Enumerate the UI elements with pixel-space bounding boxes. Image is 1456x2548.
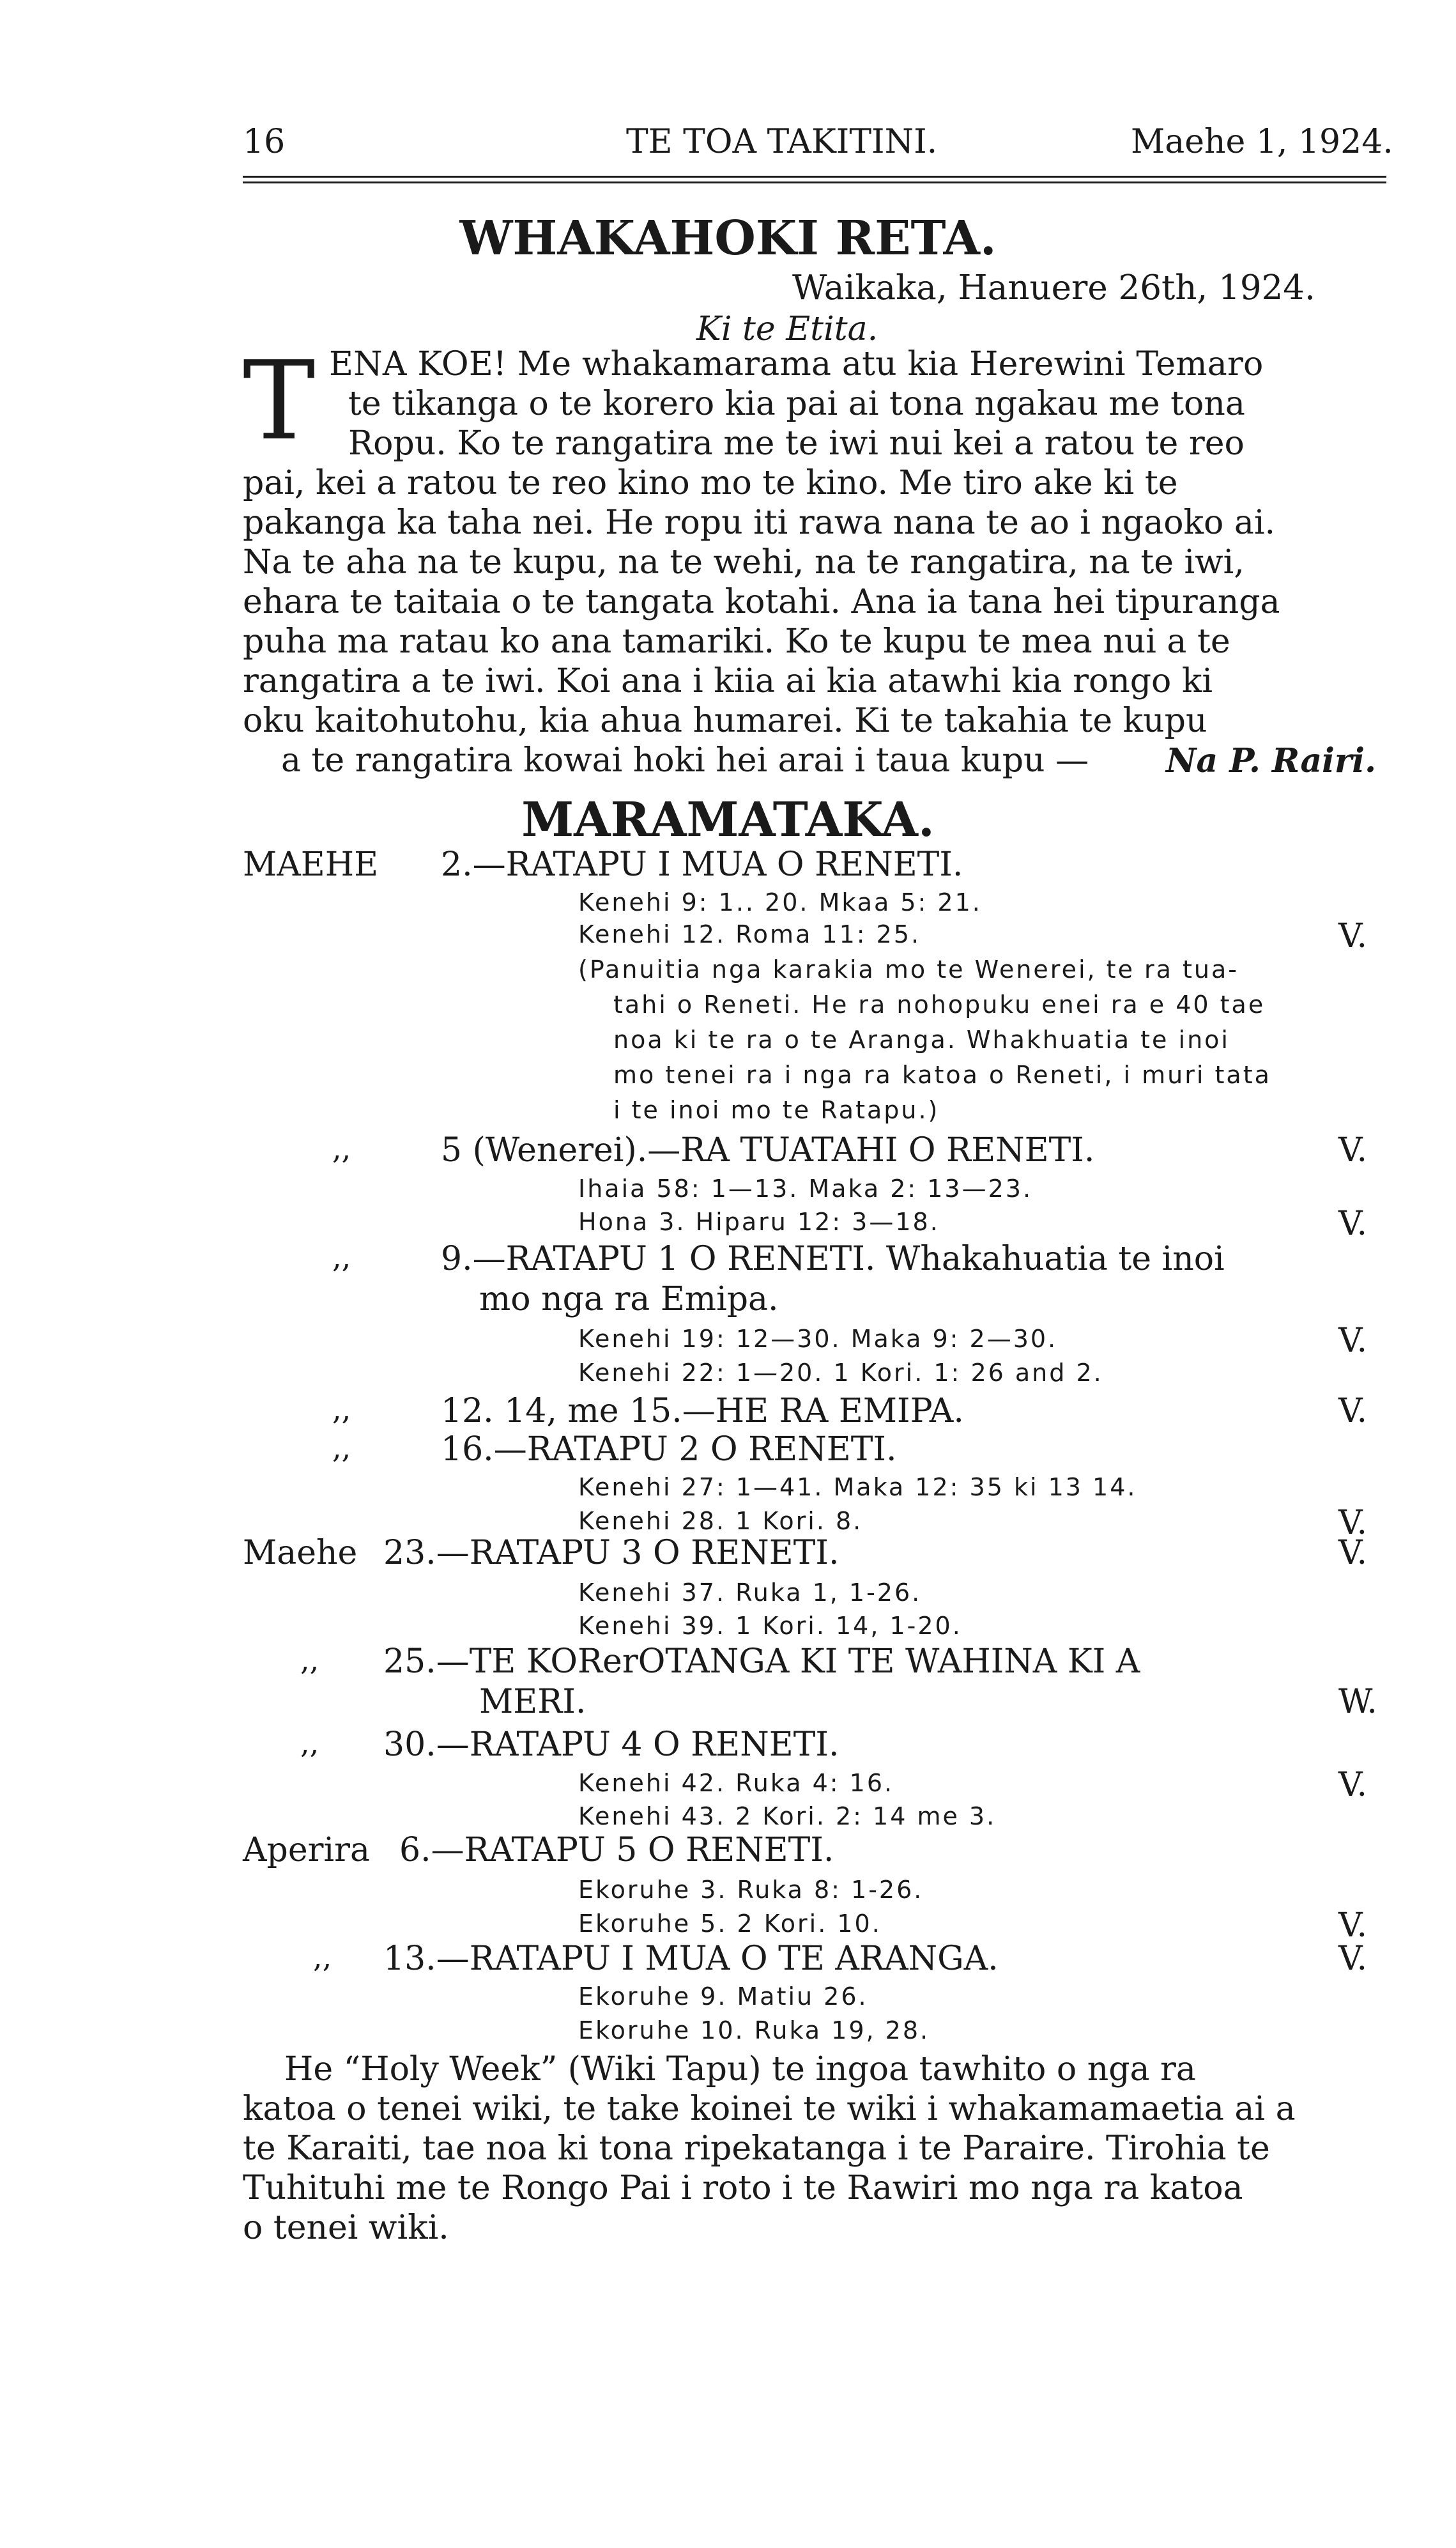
entry-title: mo nga ra Emipa.	[479, 1280, 779, 1318]
letter-line: pai, kei a ratou te reo kino mo te kino. Me tiro ake ki te	[243, 464, 1178, 502]
running-header	[243, 123, 1396, 174]
page-number: 16	[243, 123, 286, 161]
entry-title: 6.—RATAPU 5 O RENETI.	[399, 1831, 834, 1869]
closing-line: te Karaiti, tae noa ki tona ripekatanga i te Paraire. Tirohia te	[243, 2129, 1270, 2168]
version-mark: W.	[1338, 1683, 1377, 1721]
reading: Kenehi 28. 1 Kori. 8.	[578, 1507, 863, 1535]
letter-line: a te rangatira kowai hoki hei arai i taua kupu —	[281, 741, 1089, 780]
note-line: mo tenei ra i nga ra katoa o Reneti, i muri tata	[613, 1061, 1271, 1089]
drop-cap: T	[243, 338, 316, 465]
reading: Ihaia 58: 1—13. Maka 2: 13—23.	[578, 1175, 1033, 1203]
closing-line: He “Holy Week” (Wiki Tapu) te ingoa tawhito o nga ra	[284, 2050, 1196, 2089]
entry-title: 13.—RATAPU I MUA O TE ARANGA.	[383, 1940, 999, 1978]
reading: Kenehi 19: 12—30. Maka 9: 2—30.	[578, 1325, 1058, 1353]
reading: Kenehi 27: 1—41. Maka 12: 35 ki 13 14.	[578, 1473, 1137, 1501]
version-mark: V.	[1338, 1392, 1367, 1430]
reading: Kenehi 12. Roma 11: 25.	[578, 920, 921, 948]
letter-salutation: Ki te Etita.	[696, 310, 878, 348]
month-label: MAEHE	[243, 845, 379, 884]
letter-place-date: Waikaka, Hanuere 26th, 1924.	[792, 268, 1315, 307]
header-rule-bottom	[243, 181, 1386, 183]
calendar-heading: MARAMATAKA.	[521, 792, 935, 847]
version-mark: V.	[1338, 1322, 1367, 1360]
version-mark: V.	[1338, 917, 1367, 955]
header-rule-top	[243, 176, 1386, 178]
month-label: Aperira	[243, 1831, 370, 1869]
entry-title: 30.—RATAPU 4 O RENETI.	[383, 1726, 839, 1764]
ditto-mark: ,,	[332, 1392, 351, 1426]
reading: Ekoruhe 5. 2 Kori. 10.	[578, 1910, 882, 1938]
note-line: noa ki te ra o te Aranga. Whakhuatia te inoi	[613, 1026, 1230, 1054]
journal-title: TE TOA TAKITINI.	[626, 123, 938, 161]
entry-title: MERI.	[479, 1683, 586, 1721]
letter-line: te tikanga o te korero kia pai ai tona ngakau me tona	[348, 385, 1245, 423]
version-mark: V.	[1338, 1504, 1367, 1542]
letter-line: Na te aha na te kupu, na te wehi, na te rangatira, na te iwi,	[243, 543, 1245, 582]
closing-line: o tenei wiki.	[243, 2209, 449, 2247]
ditto-mark: ,,	[300, 1642, 319, 1677]
letter-line: pakanga ka taha nei. He ropu iti rawa nana te ao i ngaoko ai.	[243, 504, 1276, 542]
note-line: (Panuitia nga karakia mo te Wenerei, te ra tua-	[578, 955, 1239, 984]
letter-line: ENA KOE! Me whakamarama atu kia Herewini Temaro	[329, 345, 1264, 383]
ditto-mark: ,,	[313, 1940, 332, 1974]
version-mark: V.	[1338, 1766, 1367, 1804]
letter-line: puha ma ratau ko ana tamariki. Ko te kupu te mea nui a te	[243, 622, 1230, 661]
closing-line: Tuhituhi me te Rongo Pai i roto i te Rawiri mo nga ra katoa	[243, 2169, 1243, 2207]
reading: Kenehi 39. 1 Kori. 14, 1-20.	[578, 1612, 962, 1640]
entry-title: 12. 14, me 15.—HE RA EMIPA.	[441, 1392, 964, 1430]
reading: Kenehi 37. Ruka 1, 1-26.	[578, 1579, 922, 1607]
reading: Kenehi 43. 2 Kori. 2: 14 me 3.	[578, 1802, 997, 1830]
letter-line: Ropu. Ko te rangatira me te iwi nui kei a ratou te reo	[348, 424, 1245, 463]
closing-line: katoa o tenei wiki, te take koinei te wiki i whakamamaetia ai a	[243, 2090, 1296, 2128]
entry-title: 2.—RATAPU I MUA O RENETI.	[441, 845, 963, 884]
version-mark: V.	[1338, 1205, 1367, 1243]
letter-signature: Na P. Rairi.	[1166, 741, 1377, 780]
ditto-mark: ,,	[332, 1240, 351, 1274]
version-mark: V.	[1338, 1940, 1367, 1978]
ditto-mark: ,,	[332, 1131, 351, 1166]
reading: Kenehi 22: 1—20. 1 Kori. 1: 26 and 2.	[578, 1359, 1103, 1387]
note-line: i te inoi mo te Ratapu.)	[613, 1096, 940, 1124]
note-line: tahi o Reneti. He ra nohopuku enei ra e 40 tae	[613, 991, 1266, 1019]
ditto-mark: ,,	[300, 1726, 319, 1760]
ditto-mark: ,,	[332, 1430, 351, 1465]
month-label: Maehe	[243, 1534, 358, 1572]
entry-title: 9.—RATAPU 1 O RENETI. Whakahuatia te inoi	[441, 1240, 1225, 1278]
letter-line: ehara te taitaia o te tangata kotahi. Ana ia tana hei tipuranga	[243, 583, 1280, 621]
reading: Kenehi 42. Ruka 4: 16.	[578, 1769, 894, 1797]
entry-title: 16.—RATAPU 2 O RENETI.	[441, 1430, 897, 1469]
letter-heading: WHAKAHOKI RETA.	[459, 211, 997, 266]
version-mark: V.	[1338, 1534, 1367, 1572]
entry-title: 5 (Wenerei).—RA TUATAHI O RENETI.	[441, 1131, 1095, 1170]
letter-line: rangatira a te iwi. Koi ana i kiia ai kia atawhi kia rongo ki	[243, 662, 1213, 700]
letter-line: oku kaitohutohu, kia ahua humarei. Ki te takahia te kupu	[243, 702, 1207, 740]
reading: Hona 3. Hiparu 12: 3—18.	[578, 1208, 940, 1236]
reading: Ekoruhe 9. Matiu 26.	[578, 1982, 868, 2011]
entry-title: 23.—RATAPU 3 O RENETI.	[383, 1534, 839, 1572]
version-mark: V.	[1338, 1906, 1367, 1945]
reading: Ekoruhe 10. Ruka 19, 28.	[578, 2016, 930, 2044]
reading: Ekoruhe 3. Ruka 8: 1-26.	[578, 1876, 924, 1904]
entry-title: 25.—TE KORerOTANGA KI TE WAHINA KI A	[383, 1642, 1140, 1681]
reading: Kenehi 9: 1.. 20. Mkaa 5: 21.	[578, 888, 982, 916]
issue-date: Maehe 1, 1924.	[1131, 123, 1393, 161]
version-mark: V.	[1338, 1131, 1367, 1170]
